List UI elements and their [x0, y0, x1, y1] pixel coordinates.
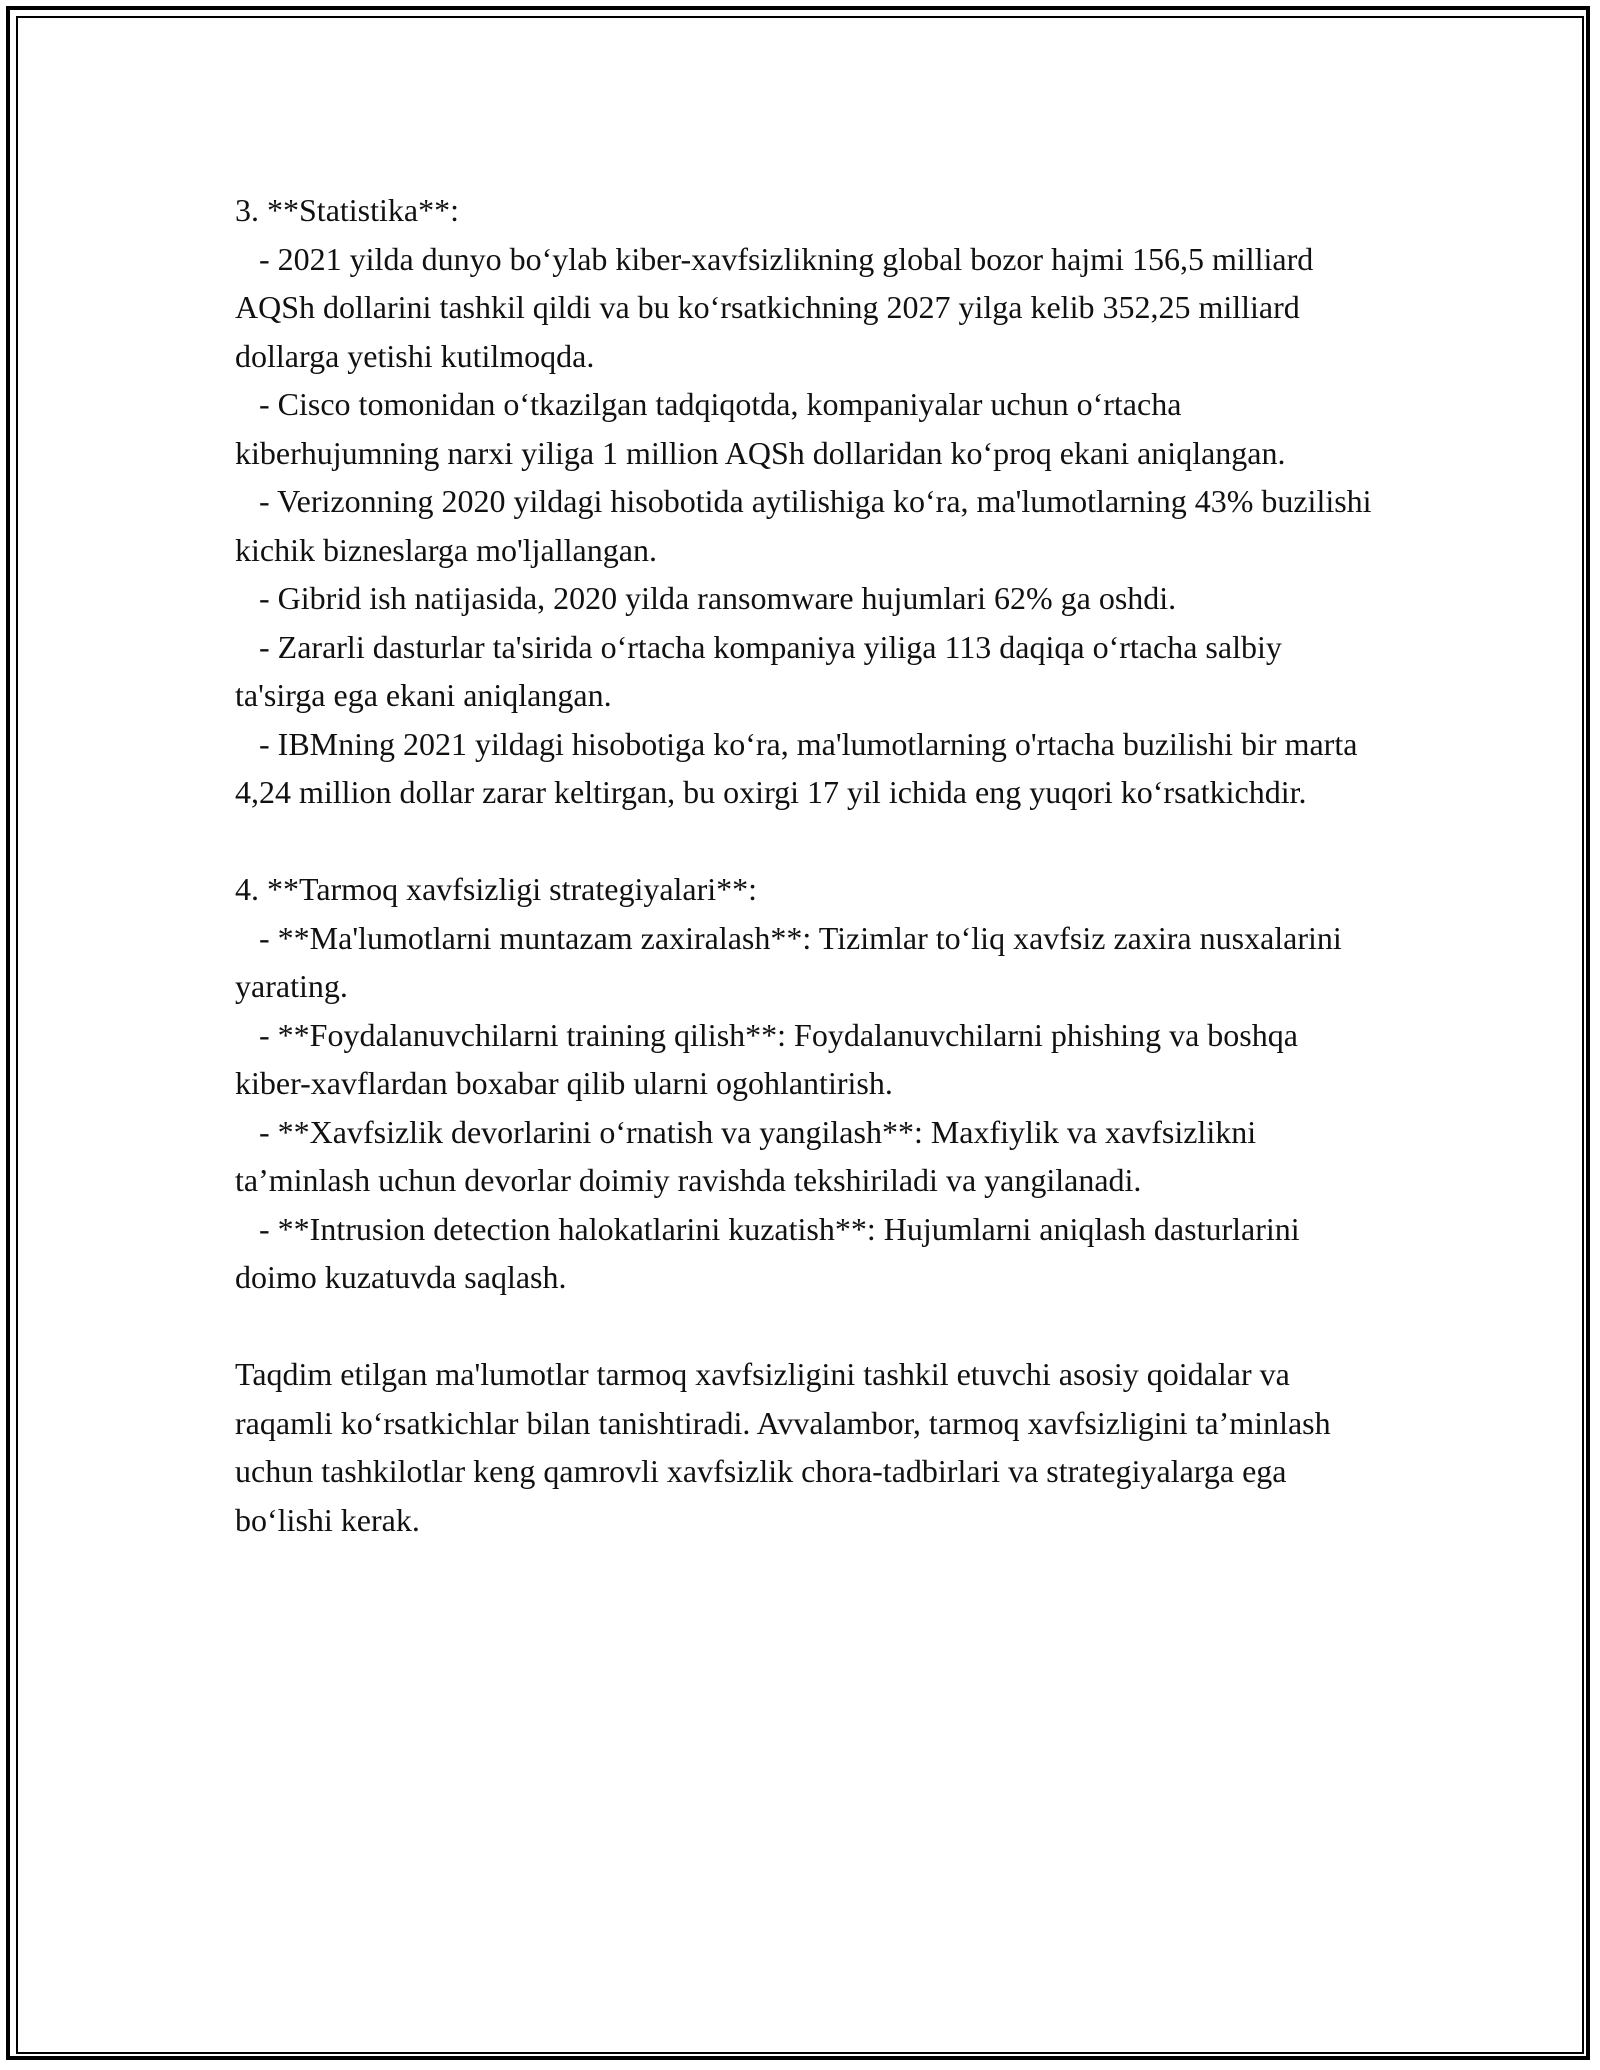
list-item: - **Foydalanuvchilarni training qilish**: Foydalanuvchilarni phishing va boshqa kiber-xavflardan boxabar qilib ularni ogohlantirish.	[235, 1016, 1306, 1101]
section-heading: 3. **Statistika**:	[235, 192, 459, 228]
document-body	[235, 186, 1380, 1544]
list-item: - 2021 yilda dunyo bo‘ylab kiber-xavfsizlikning global bozor hajmi 156,5 milliard AQSh dollarini tashkil qildi va bu ko‘rsatkichning 2027 yilga kelib 352,25 milliard dollarga yetishi kutilmoqda.	[235, 240, 1320, 374]
list-item: - Verizonning 2020 yildagi hisobotida aytilishiga ko‘ra, ma'lumotlarning 43% buzilishi kichik bizneslarga mo'ljallangan.	[235, 483, 1380, 568]
list-item: - Cisco tomonidan o‘tkazilgan tadqiqotda, kompaniyalar uchun o‘rtacha kiberhujumning narxi yiliga 1 million AQSh dollaridan ko‘proq ekani aniqlangan.	[235, 386, 1286, 471]
section-statistics	[235, 186, 1380, 817]
section-strategies	[235, 865, 1375, 1302]
list-item: - Zararli dasturlar ta'sirida o‘rtacha kompaniya yiliga 113 daqiqa o‘rtacha salbiy ta'sirga ega ekani aniqlangan.	[235, 628, 1290, 713]
paragraph-gap	[235, 817, 1375, 866]
list-item: - IBMning 2021 yildagi hisobotiga ko‘ra, ma'lumotlarning o'rtacha buzilishi bir marta 4,24 million dollar zarar keltirgan, bu oxirgi 17 yil ichida eng yuqori ko‘rsatkichdir.	[235, 725, 1366, 810]
list-item: - **Xavfsizlik devorlarini o‘rnatish va yangilash**: Maxfiylik va xavfsizlikni ta’minlash uchun devorlar doimiy ravishda tekshiriladi va yangilanadi.	[235, 1113, 1265, 1198]
paragraph-gap	[235, 1302, 1375, 1351]
conclusion-paragraph: Taqdim etilgan ma'lumotlar tarmoq xavfsizligini tashkil etuvchi asosiy qoidalar va raqamli ko‘rsatkichlar bilan tanishtiradi. Avvalambor, tarmoq xavfsizligini ta’minlash uchun tashkilotlar keng qamrovli xavfsizlik chora-tadbirlari va strategiyalarga ega bo‘lishi kerak.	[235, 1356, 1339, 1538]
list-item: - **Intrusion detection halokatlarini kuzatish**: Hujumlarni aniqlash dasturlarini doimo kuzatuvda saqlash.	[235, 1210, 1308, 1295]
section-heading: 4. **Tarmoq xavfsizligi strategiyalari**:	[235, 871, 758, 907]
list-item: - **Ma'lumotlarni muntazam zaxiralash**: Tizimlar to‘liq xavfsiz zaxira nusxalarini yarating.	[235, 919, 1350, 1004]
list-item: - Gibrid ish natijasida, 2020 yilda ransomware hujumlari 62% ga oshdi.	[235, 580, 1177, 616]
